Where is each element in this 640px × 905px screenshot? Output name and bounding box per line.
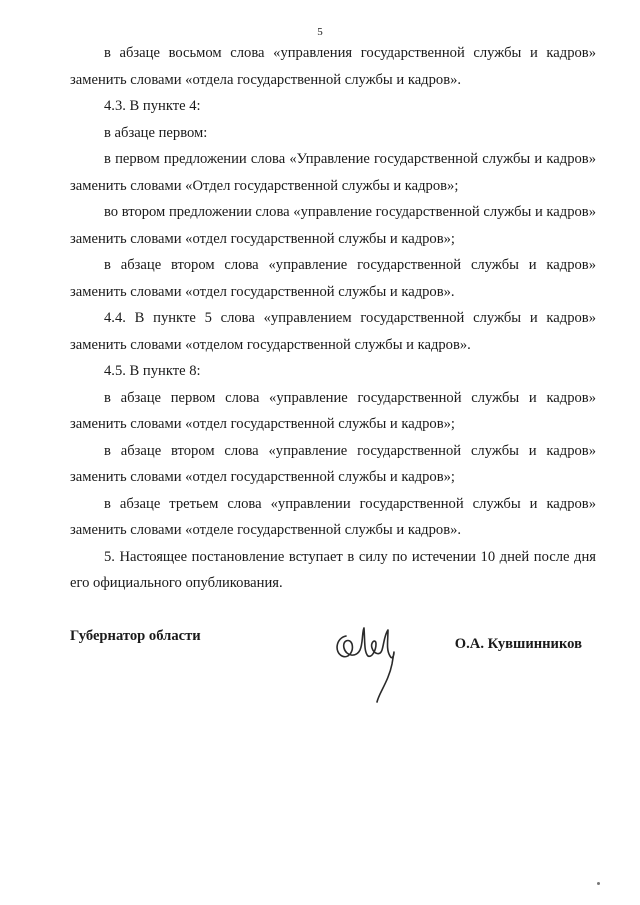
paragraph: 5. Настоящее постановление вступает в силу по истечении 10 дней после дня его официального опубликования. <box>70 548 596 591</box>
paragraph: в первом предложении слова «Управление государственной службы и кадров» заменить словами «Отдел государственной службы и кадров»; <box>70 151 596 194</box>
document-body <box>70 40 596 597</box>
scan-speck <box>597 882 600 885</box>
handwritten-signature-icon <box>332 616 402 706</box>
paragraph: в абзаце первом слова «управление государственной службы и кадров» заменить словами «отдел государственной службы и кадров»; <box>70 389 596 432</box>
paragraph: в абзаце втором слова «управление государственной службы и кадров» заменить словами «отдел государственной службы и кадров»; <box>70 442 596 485</box>
paragraph: в абзаце втором слова «управление государственной службы и кадров» заменить словами «отдел государственной службы и кадров». <box>70 257 596 300</box>
signatory-name: О.А. Кувшинников <box>454 636 582 652</box>
paragraph: 4.5. В пункте 8: <box>104 363 201 379</box>
paragraph: в абзаце первом: <box>104 124 208 141</box>
paragraph: в абзаце восьмом слова «управления государственной службы и кадров» заменить словами «отдела государственной службы и кадров». <box>70 45 596 88</box>
paragraph: в абзаце третьем слова «управлении государственной службы и кадров» заменить словами «отделе государственной службы и кадров». <box>70 495 596 538</box>
signatory-title: Губернатор области <box>70 628 201 644</box>
page-number: 5 <box>317 26 323 38</box>
paragraph: во втором предложении слова «управление государственной службы и кадров» заменить словами «отдел государственной службы и кадров»; <box>70 204 596 247</box>
paragraph: 4.4. В пункте 5 слова «управлением государственной службы и кадров» заменить словами «отделом государственной службы и кадров». <box>70 310 596 353</box>
signature-block <box>70 628 596 718</box>
paragraph: 4.3. В пункте 4: <box>104 98 201 114</box>
